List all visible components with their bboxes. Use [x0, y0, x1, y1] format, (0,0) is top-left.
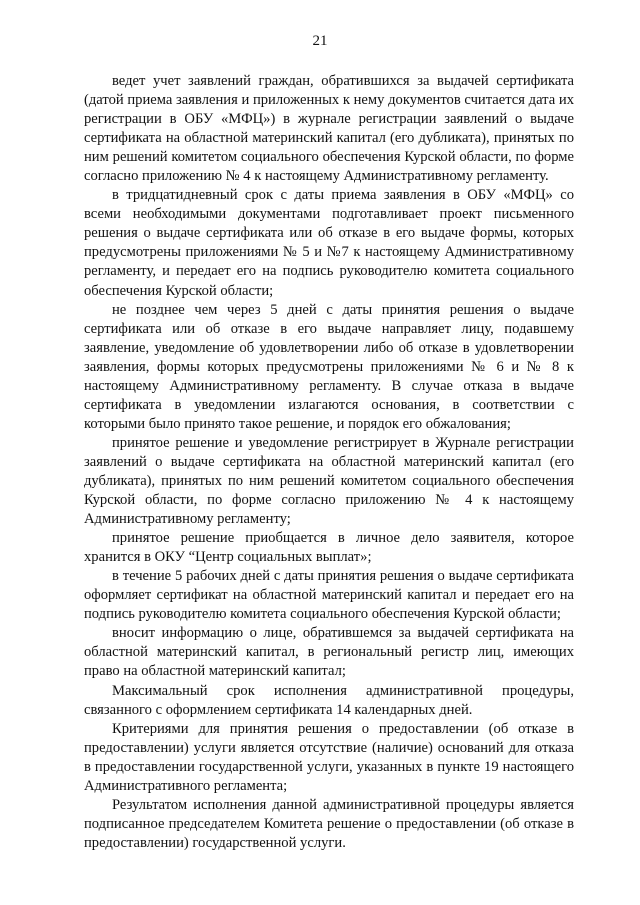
page-number: 21	[312, 33, 328, 49]
paragraph-certificate-issue: в течение 5 рабочих дней с даты принятия решения о выдаче сертификата оформляет сертификат на областной материнский капитал и передает его на подпись руководителю комитета социального обеспечения Курской области;	[84, 568, 574, 623]
document-body	[84, 72, 574, 853]
paragraph-registration-log: ведет учет заявлений граждан, обратившихся за выдачей сертификата (датой приема заявления и приложенных к нему документов считается дата их регистрации в ОБУ «МФЦ») в журнале регистрации заявлений о выдаче сертификата на областной материнский капитал (его дубликата), принятых по ним решений комитетом социального обеспечения Курской области, по форме согласно приложению № 4 к настоящему Административному регламенту.	[84, 73, 574, 185]
paragraph-notification: не позднее чем через 5 дней с даты принятия решения о выдаче сертификата или об отказе в его выдаче направляет лицу, подавшему заявление, уведомление об удовлетворении либо об отказе в удовлетворении заявления, формы которых предусмотрены приложениями № 6 и № 8 к настоящему Административному регламенту. В случае отказа в выдаче сертификата в уведомлении излагаются основания, в соответствии с которыми было принято такое решение, и порядок его обжалования;	[84, 301, 574, 432]
paragraph-criteria: Критериями для принятия решения о предоставлении (об отказе в предоставлении) услуги является отсутствие (наличие) оснований для отказа в предоставлении государственной услуги, указанных в пункте 19 настоящего Административного регламента;	[84, 720, 574, 794]
paragraph-result: Результатом исполнения данной административной процедуры является подписанное председателем Комитета решение о предоставлении (об отказе в предоставлении) государственной услуги.	[84, 796, 574, 851]
paragraph-max-term: Максимальный срок исполнения административной процедуры, связанного с оформлением сертификата 14 календарных дней.	[84, 682, 574, 718]
paragraph-regional-register: вносит информацию о лице, обратившемся за выдачей сертификата на областной материнский капитал, в региональный регистр лиц, имеющих право на областной материнский капитал;	[84, 625, 574, 680]
paragraph-decision-registration: принятое решение и уведомление регистрирует в Журнале регистрации заявлений о выдаче сертификата на областной материнский капитал (его дубликата), принятых по ним решений комитетом социального обеспечения Курской области, по форме согласно приложению № 4 к настоящему Административному регламенту;	[84, 434, 574, 528]
paragraph-personal-file: принятое решение приобщается в личное дело заявителя, которое хранится в ОКУ “Центр социальных выплат»;	[84, 530, 574, 566]
paragraph-decision-draft: в тридцатидневный срок с даты приема заявления в ОБУ «МФЦ» со всеми необходимыми документами подготавливает проект письменного решения о выдаче сертификата или об отказе в его выдаче формы, которых предусмотрены приложениями № 5 и №7 к настоящему Административному регламенту, и передает его на подпись руководителю комитета социального обеспечения Курской области;	[84, 187, 574, 299]
